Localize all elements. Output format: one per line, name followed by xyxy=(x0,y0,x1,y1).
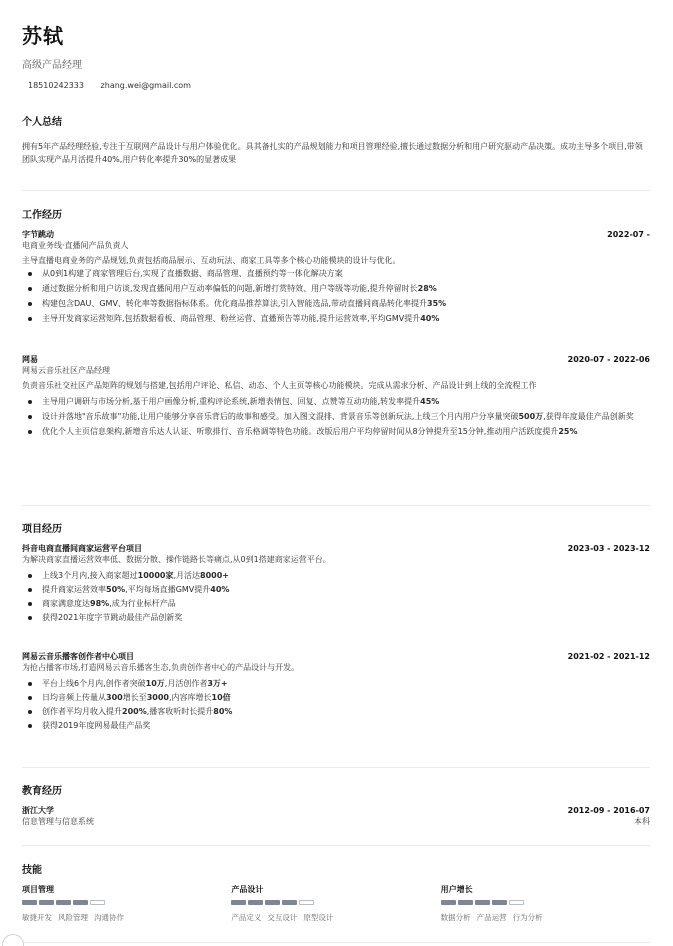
work-date: 2020-07 - 2022-06 xyxy=(567,355,650,364)
skill-level-empty xyxy=(509,900,524,905)
work-date: 2022-07 - xyxy=(607,230,650,239)
divider xyxy=(22,190,650,191)
skill-level-filled xyxy=(56,900,71,905)
skill-tags: 数据分析 产品运营 行为分析 xyxy=(440,913,543,922)
skill-level-empty xyxy=(90,900,105,905)
project-date: 2023-03 - 2023-12 xyxy=(567,544,650,553)
project-entry-netease-podcast xyxy=(22,651,650,734)
skill-tags: 敏捷开发 风险管理 沟通协作 xyxy=(22,913,124,922)
list-item: 平台上线6个月内,创作者突破10万,月活创作者3万+ xyxy=(22,678,650,690)
list-item: 设计并落地"音乐故事"功能,让用户能够分享音乐背后的故事和感受。加入图文混排、背景音乐等创新玩法,上线三个月内用户分享量突破500万,获得年度最佳产品创新奖 xyxy=(22,411,650,423)
major: 信息管理与信息系统 xyxy=(22,817,94,826)
divider xyxy=(22,767,650,768)
list-item: 从0到1构建了商家管理后台,实现了直播数据、商品管理、直播预约等一体化解决方案 xyxy=(22,268,650,280)
list-item: 主导开发商家运营矩阵,包括数据看板、商品管理、粉丝运营、直播预告等功能,提升运营效率,平均GMV提升40% xyxy=(22,313,650,325)
skill-level-filled xyxy=(441,900,456,905)
list-item: 优化个人主页信息架构,新增音乐达人认证、听歌排行、音乐格调等特色功能。改版后用户平均停留时间从8分钟提升至15分钟,推动用户活跃度提升25% xyxy=(22,426,650,438)
skill-level-filled xyxy=(265,900,280,905)
work-description: 负责音乐社交社区产品矩阵的规划与搭建,包括用户评论、私信、动态、个人主页等核心功能模块。完成从需求分析、产品设计到上线的全流程工作 xyxy=(22,381,537,390)
skill-item xyxy=(231,884,440,923)
skill-level-filled xyxy=(248,900,263,905)
list-item: 日均音频上传量从300增长至3000,内容库增长10倍 xyxy=(22,692,650,704)
list-item: 构建包含DAU、GMV、转化率等数据指标体系。优化商品推荐算法,引入智能选品,带动直播间商品转化率提升35% xyxy=(22,298,650,310)
skill-tags: 产品定义 交互设计 原型设计 xyxy=(231,913,334,922)
work-achievements xyxy=(22,396,650,438)
skill-level-empty xyxy=(299,900,314,905)
list-item: 主导用户调研与市场分析,基于用户画像分析,重构评论系统,新增表情包、回复、点赞等互动功能,转发率提升45% xyxy=(22,396,650,408)
project-section-header xyxy=(22,520,650,535)
skill-level-bar xyxy=(22,900,231,905)
project-name: 网易云音乐播客创作者中心项目 xyxy=(22,652,134,661)
list-item: 获得2019年度网易最佳产品奖 xyxy=(22,720,650,732)
skill-name: 项目管理 xyxy=(22,885,54,894)
summary-section xyxy=(22,113,650,166)
work-role: 电商业务线·直播间产品负责人 xyxy=(22,241,129,250)
summary-text: 拥有5年产品经理经验,专注于互联网产品设计与用户体验优化。具其备扎实的产品规划能力和项目管理经验,擅长通过数据分析和用户研究驱动产品决策。成功主导多个项目,带领团队实现产品月活提升40%,用户转化率提升30%的显著成果 xyxy=(22,142,643,164)
skill-level-filled xyxy=(22,900,37,905)
list-item: 通过数据分析和用户访谈,发现直播间用户互动率偏低的问题,新增打赏特效、用户等级等功能,提升停留时长28% xyxy=(22,283,650,295)
email-address: zhang.wei@gmail.com xyxy=(100,81,191,90)
list-item: 获得2021年度字节跳动最佳产品创新奖 xyxy=(22,612,650,624)
skill-level-bar xyxy=(231,900,440,905)
work-section-header xyxy=(22,206,650,221)
work-description: 主导直播电商业务的产品规划,负责包括商品展示、互动玩法、商家工具等多个核心功能模块的设计与优化。 xyxy=(22,256,401,265)
skill-level-filled xyxy=(282,900,297,905)
skill-level-bar xyxy=(441,900,650,905)
skill-level-filled xyxy=(39,900,54,905)
phone-number: 18510242333 xyxy=(28,81,84,90)
project-description: 为解决商家直播运营效率低、数据分散、操作链路长等痛点,从0到1搭建商家运营平台。 xyxy=(22,555,331,564)
candidate-title: 高级产品经理 xyxy=(22,60,82,71)
summary-title: 个人总结 xyxy=(22,117,62,128)
skill-level-filled xyxy=(475,900,490,905)
skills-section-header xyxy=(22,861,650,876)
education-date: 2012-09 - 2016-07 xyxy=(567,806,650,815)
education-title: 教育经历 xyxy=(22,786,62,797)
skill-item xyxy=(441,884,650,923)
skills-title: 技能 xyxy=(22,865,42,876)
skill-level-filled xyxy=(492,900,507,905)
contact-info xyxy=(28,81,205,90)
candidate-name: 苏轼 xyxy=(22,24,64,48)
project-title: 项目经历 xyxy=(22,524,62,535)
project-results xyxy=(22,570,650,624)
work-role: 网易云音乐社区产品经理 xyxy=(22,366,110,375)
project-description: 为抢占播客市场,打造网易云音乐播客生态,负责创作者中心的产品设计与开发。 xyxy=(22,663,300,672)
education-entry xyxy=(22,805,650,827)
work-achievements xyxy=(22,268,650,325)
skill-name: 用户增长 xyxy=(440,885,473,894)
work-title: 工作经历 xyxy=(22,210,62,221)
list-item: 提升商家运营效率50%,平均每场直播GMV提升40% xyxy=(22,584,650,596)
project-entry-douyin xyxy=(22,543,650,626)
skills-list xyxy=(22,884,650,923)
skill-item xyxy=(22,884,231,923)
skill-name: 产品设计 xyxy=(231,885,264,894)
project-date: 2021-02 - 2021-12 xyxy=(567,652,650,661)
degree: 本科 xyxy=(634,817,650,826)
work-company: 网易 xyxy=(22,355,38,364)
divider xyxy=(22,942,650,943)
divider xyxy=(22,505,650,506)
project-name: 抖音电商直播间商家运营平台项目 xyxy=(22,544,142,553)
skill-level-filled xyxy=(458,900,473,905)
project-results xyxy=(22,678,650,732)
list-item: 上线3个月内,接入商家超过10000家,月活达8000+ xyxy=(22,570,650,582)
school-name: 浙江大学 xyxy=(22,806,54,815)
work-entry-bytedance xyxy=(22,229,650,328)
divider xyxy=(22,845,650,846)
skill-level-filled xyxy=(73,900,88,905)
work-entry-netease xyxy=(22,354,650,441)
list-item: 商家满意度达98%,成为行业标杆产品 xyxy=(22,598,650,610)
work-company: 字节跳动 xyxy=(22,230,54,239)
list-item: 创作者平均月收入提升200%,播客收听时长提升80% xyxy=(22,706,650,718)
education-section-header xyxy=(22,782,650,797)
skill-level-filled xyxy=(231,900,246,905)
